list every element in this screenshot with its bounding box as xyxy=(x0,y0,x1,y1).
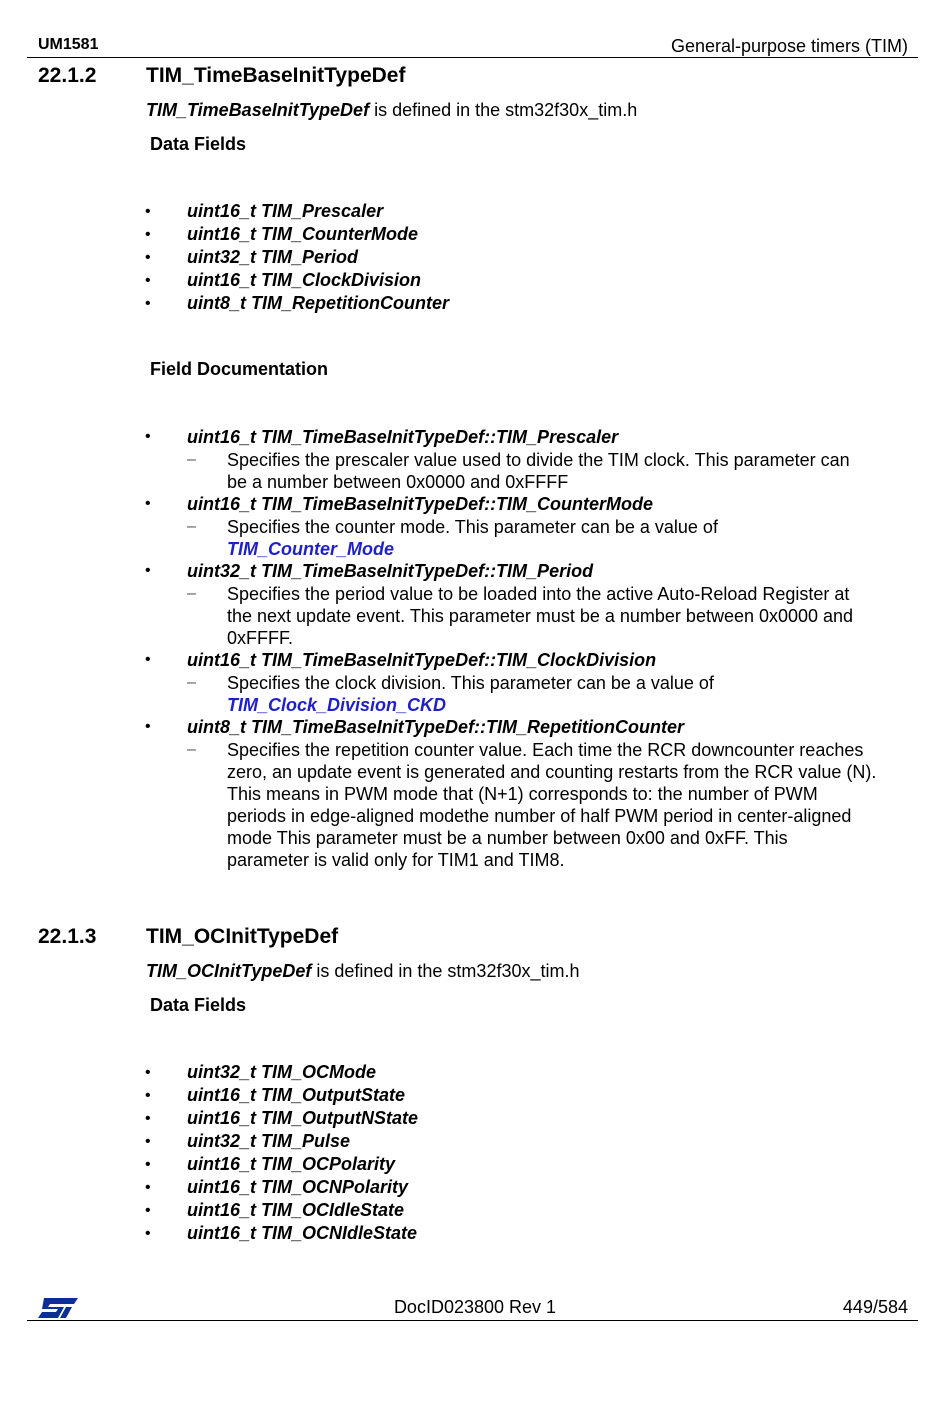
field-doc-item xyxy=(0,426,950,493)
bullet-icon: • xyxy=(145,1133,151,1150)
data-field-item xyxy=(0,1107,950,1130)
bullet-icon: • xyxy=(145,428,151,445)
dash-icon: – xyxy=(187,741,196,758)
header-rule xyxy=(27,57,918,58)
field-declaration: uint16_t TIM_OutputState xyxy=(187,1085,406,1105)
field-doc-description: zero, an update event is generated and counting restarts from the RCR value (N). xyxy=(227,762,877,782)
data-fields-list xyxy=(0,1061,950,1245)
field-declaration: uint16_t TIM_OCPolarity xyxy=(187,1154,396,1174)
data-field-item xyxy=(0,1061,950,1084)
section-intro xyxy=(146,961,580,982)
data-field-item xyxy=(0,1084,950,1107)
field-doc-description: periods in edge-aligned modethe number of half PWM period in center-aligned xyxy=(227,806,852,826)
field-documentation-heading: Field Documentation xyxy=(150,359,329,379)
field-doc-description: be a number between 0x0000 and 0xFFFF xyxy=(227,472,569,492)
field-doc-description: parameter is valid only for TIM1 and TIM8. xyxy=(227,850,565,870)
bullet-icon: • xyxy=(145,1156,151,1173)
field-documentation-list xyxy=(0,426,950,871)
bullet-icon: • xyxy=(145,1110,151,1127)
field-doc-description: mode This parameter must be a number between 0x00 and 0xFF. This xyxy=(227,828,788,848)
field-declaration: uint16_t TIM_OCNPolarity xyxy=(187,1177,409,1197)
bullet-icon: • xyxy=(145,1202,151,1219)
chapter-title: General-purpose timers (TIM) xyxy=(670,36,908,56)
data-field-item xyxy=(0,246,950,269)
data-field-item xyxy=(0,292,950,315)
bullet-icon: • xyxy=(145,1225,151,1242)
data-field-item xyxy=(0,1130,950,1153)
field-declaration: uint32_t TIM_OCMode xyxy=(187,1062,377,1082)
field-doc-description: Specifies the clock division. This parameter can be a value of xyxy=(227,673,714,693)
data-fields-list xyxy=(0,200,950,315)
data-fields-heading: Data Fields xyxy=(150,995,247,1015)
data-field-item xyxy=(0,223,950,246)
field-declaration: uint32_t TIM_Period xyxy=(187,247,359,267)
dash-icon: – xyxy=(187,585,196,602)
section-title: TIM_TimeBaseInitTypeDef xyxy=(146,64,406,87)
document-id: DocID023800 Rev 1 xyxy=(393,1297,557,1317)
intro-type-name: TIM_TimeBaseInitTypeDef xyxy=(146,100,370,120)
field-declaration: uint16_t TIM_OCNIdleState xyxy=(187,1223,418,1243)
bullet-icon: • xyxy=(145,226,151,243)
field-doc-item xyxy=(0,560,950,649)
bullet-icon: • xyxy=(145,718,151,735)
bullet-icon: • xyxy=(145,1087,151,1104)
field-doc-description: 0xFFFF. xyxy=(227,628,293,648)
data-fields-heading: Data Fields xyxy=(150,134,247,154)
field-doc-name: uint16_t TIM_TimeBaseInitTypeDef::TIM_ClockDivision xyxy=(187,650,657,670)
page-number: 449/584 xyxy=(842,1297,908,1317)
section-number: 22.1.3 xyxy=(38,925,97,948)
data-field-item xyxy=(0,1176,950,1199)
field-doc-description: This means in PWM mode that (N+1) corresponds to: the number of PWM xyxy=(227,784,818,804)
data-field-item xyxy=(0,1199,950,1222)
field-declaration: uint32_t TIM_Pulse xyxy=(187,1131,351,1151)
bullet-icon: • xyxy=(145,1179,151,1196)
field-doc-description: Specifies the period value to be loaded into the active Auto-Reload Register at xyxy=(227,584,850,604)
dash-icon: – xyxy=(187,451,196,468)
bullet-icon: • xyxy=(145,651,151,668)
bullet-icon: • xyxy=(145,562,151,579)
field-doc-item xyxy=(0,493,950,560)
data-field-item xyxy=(0,200,950,223)
field-doc-item xyxy=(0,716,950,871)
field-doc-description: Specifies the prescaler value used to divide the TIM clock. This parameter can xyxy=(227,450,850,470)
field-declaration: uint8_t TIM_RepetitionCounter xyxy=(187,293,449,313)
dash-icon: – xyxy=(187,674,196,691)
field-doc-name: uint8_t TIM_TimeBaseInitTypeDef::TIM_RepetitionCounter xyxy=(187,717,685,737)
field-doc-description: Specifies the counter mode. This parameter can be a value of xyxy=(227,517,718,537)
intro-text: is defined in the stm32f30x_tim.h xyxy=(369,100,638,120)
field-declaration: uint16_t TIM_OCIdleState xyxy=(187,1200,405,1220)
field-doc-name: uint16_t TIM_TimeBaseInitTypeDef::TIM_Prescaler xyxy=(187,427,619,447)
section-intro xyxy=(146,100,637,121)
field-doc-description: the next update event. This parameter must be a number between 0x0000 and xyxy=(227,606,854,626)
intro-text: is defined in the stm32f30x_tim.h xyxy=(311,961,580,981)
field-doc-name: uint32_t TIM_TimeBaseInitTypeDef::TIM_Period xyxy=(187,561,594,581)
field-doc-name: uint16_t TIM_TimeBaseInitTypeDef::TIM_CounterMode xyxy=(187,494,654,514)
field-declaration: uint16_t TIM_Prescaler xyxy=(187,201,384,221)
bullet-icon: • xyxy=(145,272,151,289)
data-field-item xyxy=(0,1222,950,1245)
field-declaration: uint16_t TIM_CounterMode xyxy=(187,224,419,244)
doc-code: UM1581 xyxy=(38,36,99,53)
field-doc-description: Specifies the repetition counter value. Each time the RCR downcounter reaches xyxy=(227,740,864,760)
footer-rule xyxy=(27,1320,918,1321)
section-number: 22.1.2 xyxy=(38,64,97,87)
intro-type-name: TIM_OCInitTypeDef xyxy=(146,961,312,981)
bullet-icon: • xyxy=(145,203,151,220)
type-reference-link[interactable]: TIM_Clock_Division_CKD xyxy=(227,695,447,715)
data-field-item xyxy=(0,269,950,292)
field-declaration: uint16_t TIM_ClockDivision xyxy=(187,270,422,290)
field-doc-item xyxy=(0,649,950,716)
data-field-item xyxy=(0,1153,950,1176)
section-title: TIM_OCInitTypeDef xyxy=(146,925,339,948)
bullet-icon: • xyxy=(145,1064,151,1081)
bullet-icon: • xyxy=(145,295,151,312)
field-declaration: uint16_t TIM_OutputNState xyxy=(187,1108,419,1128)
type-reference-link[interactable]: TIM_Counter_Mode xyxy=(227,539,395,559)
bullet-icon: • xyxy=(145,495,151,512)
bullet-icon: • xyxy=(145,249,151,266)
dash-icon: – xyxy=(187,518,196,535)
